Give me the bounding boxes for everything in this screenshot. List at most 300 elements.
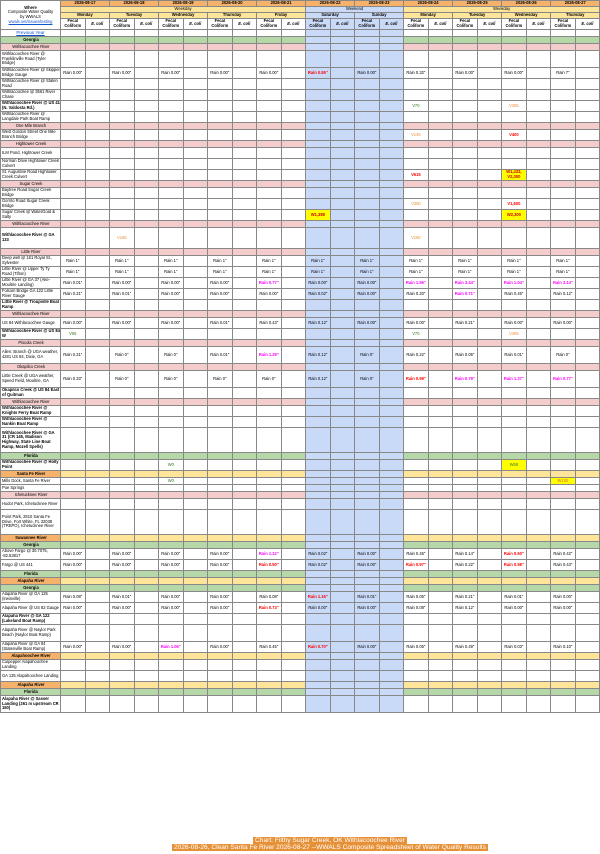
- rain-value: Rain 0.00": [355, 278, 380, 289]
- empty-cell: [575, 453, 600, 460]
- empty-cell: [575, 492, 600, 499]
- rain-value: Rain 0.08": [404, 603, 429, 614]
- empty-cell: [404, 51, 429, 68]
- location-label: GA 135 Alapahoochee Landing: [1, 671, 61, 682]
- empty-cell: [477, 660, 502, 671]
- empty-cell: [61, 471, 86, 478]
- table-row: [1, 249, 600, 256]
- empty-cell: [428, 249, 453, 256]
- empty-cell: [575, 542, 600, 549]
- empty-cell: [61, 417, 86, 428]
- empty-cell: [526, 329, 551, 340]
- rain-value: Rain 0.21": [453, 318, 478, 329]
- empty-cell: [110, 340, 135, 347]
- empty-cell: [453, 388, 478, 399]
- empty-cell: [477, 485, 502, 492]
- empty-cell: [404, 614, 429, 625]
- empty-cell: [208, 44, 233, 51]
- empty-cell: [183, 79, 208, 90]
- empty-cell: [183, 44, 208, 51]
- empty-cell: [526, 499, 551, 510]
- rain-value: Rain 0.00": [551, 318, 576, 329]
- empty-cell: [526, 614, 551, 625]
- empty-cell: [404, 510, 429, 535]
- empty-cell: [379, 44, 404, 51]
- table-row: [1, 510, 600, 535]
- table-row: [1, 112, 600, 123]
- empty-cell: [61, 453, 86, 460]
- empty-cell: [281, 159, 306, 170]
- empty-cell: [404, 249, 429, 256]
- empty-cell: [232, 159, 257, 170]
- empty-cell: [526, 492, 551, 499]
- empty-cell: [134, 289, 159, 300]
- empty-cell: [526, 159, 551, 170]
- empty-cell: [404, 90, 429, 101]
- empty-cell: [61, 571, 86, 578]
- empty-cell: [183, 585, 208, 592]
- rain-value: Rain 0.01": [61, 278, 86, 289]
- empty-cell: [61, 492, 86, 499]
- empty-cell: [232, 130, 257, 141]
- empty-cell: [61, 44, 86, 51]
- empty-cell: [379, 300, 404, 311]
- empty-cell: [85, 159, 110, 170]
- fecal-coliform-header: Fecal Coliform: [257, 19, 282, 30]
- empty-cell: [379, 249, 404, 256]
- empty-cell: [232, 485, 257, 492]
- empty-cell: [526, 300, 551, 311]
- rain-value: Rain 0.00": [110, 642, 135, 653]
- empty-cell: [208, 340, 233, 347]
- empty-cell: [183, 371, 208, 388]
- rain-value: Rain 1": [502, 256, 527, 267]
- empty-cell: [208, 406, 233, 417]
- empty-cell: [526, 653, 551, 660]
- empty-cell: [306, 510, 331, 535]
- empty-cell: [183, 141, 208, 148]
- empty-cell: [526, 460, 551, 471]
- empty-cell: [355, 660, 380, 671]
- empty-cell: [526, 199, 551, 210]
- empty-cell: [306, 228, 331, 249]
- empty-cell: [208, 30, 233, 37]
- empty-cell: [379, 267, 404, 278]
- empty-cell: [134, 130, 159, 141]
- empty-cell: [85, 37, 110, 44]
- empty-cell: [453, 542, 478, 549]
- rain-value: Rain 7": [551, 68, 576, 79]
- empty-cell: [355, 30, 380, 37]
- location-label: Gornto Road Sugar Creek Bridge: [1, 199, 61, 210]
- empty-cell: [355, 181, 380, 188]
- empty-cell: [134, 329, 159, 340]
- empty-cell: [85, 278, 110, 289]
- empty-cell: [110, 535, 135, 542]
- empty-cell: [453, 188, 478, 199]
- empty-cell: [355, 406, 380, 417]
- table-row: [1, 478, 600, 485]
- rain-value: Rain 0.00": [355, 642, 380, 653]
- empty-cell: [502, 625, 527, 642]
- rain-value: Rain 1": [208, 256, 233, 267]
- rain-value: Rain 1": [61, 267, 86, 278]
- empty-cell: [134, 696, 159, 713]
- location-label: Allen: Branch @ UGA weather, 4281 US 84, Dixie, GA: [1, 347, 61, 364]
- empty-cell: [575, 682, 600, 689]
- empty-cell: [134, 535, 159, 542]
- rain-value: Rain 0.60": [502, 549, 527, 560]
- empty-cell: [208, 101, 233, 112]
- empty-cell: [257, 300, 282, 311]
- empty-cell: [575, 300, 600, 311]
- location-label: Piscola Creek: [1, 340, 61, 347]
- rain-value: Rain 0.21": [453, 592, 478, 603]
- empty-cell: [330, 329, 355, 340]
- rain-value: Rain 1": [404, 267, 429, 278]
- empty-cell: [428, 79, 453, 90]
- table-row: [1, 460, 600, 471]
- empty-cell: [477, 388, 502, 399]
- location-label: Withlacoochee River @ US 41 (N. Valdosta Rd.): [2, 100, 60, 110]
- table-row: [1, 660, 600, 671]
- empty-cell: [306, 112, 331, 123]
- empty-cell: [477, 428, 502, 453]
- empty-cell: [183, 101, 208, 112]
- empty-cell: [551, 571, 576, 578]
- empty-cell: [281, 130, 306, 141]
- empty-cell: [85, 311, 110, 318]
- location-label: Withlacoochee River @ Franklinville Road (Tyler Bridge): [1, 51, 61, 68]
- testing-link[interactable]: wwals.net/issues/testing: [8, 18, 53, 24]
- location-label: Georgia: [1, 585, 61, 592]
- empty-cell: [355, 210, 380, 221]
- empty-cell: [379, 101, 404, 112]
- rain-value: Rain 0.00": [208, 68, 233, 79]
- empty-cell: [477, 625, 502, 642]
- empty-cell: [551, 79, 576, 90]
- empty-cell: [110, 37, 135, 44]
- empty-cell: [404, 578, 429, 585]
- empty-cell: [232, 653, 257, 660]
- empty-cell: [208, 112, 233, 123]
- empty-cell: [159, 37, 184, 44]
- empty-cell: [355, 428, 380, 453]
- empty-cell: [502, 660, 527, 671]
- bacteria-value: V300: [404, 199, 429, 210]
- empty-cell: [551, 329, 576, 340]
- empty-cell: [183, 228, 208, 249]
- empty-cell: [306, 485, 331, 492]
- empty-cell: [110, 123, 135, 130]
- empty-cell: [159, 471, 184, 478]
- empty-cell: [134, 689, 159, 696]
- empty-cell: [477, 671, 502, 682]
- table-row: [1, 388, 600, 399]
- empty-cell: [281, 37, 306, 44]
- empty-cell: [502, 123, 527, 130]
- empty-cell: [477, 210, 502, 221]
- empty-cell: [232, 112, 257, 123]
- rain-value: Rain 0.97": [404, 560, 429, 571]
- empty-cell: [232, 170, 257, 181]
- empty-cell: [134, 428, 159, 453]
- empty-cell: [379, 340, 404, 347]
- empty-cell: [134, 592, 159, 603]
- rain-value: Rain 0.00": [208, 603, 233, 614]
- rain-value: Rain 0.00": [110, 68, 135, 79]
- empty-cell: [134, 560, 159, 571]
- empty-cell: [183, 560, 208, 571]
- e-coli-header: E. coli: [379, 19, 404, 30]
- empty-cell: [257, 535, 282, 542]
- empty-cell: [551, 130, 576, 141]
- empty-cell: [551, 210, 576, 221]
- empty-cell: [183, 399, 208, 406]
- empty-cell: [159, 671, 184, 682]
- empty-cell: [477, 614, 502, 625]
- empty-cell: [575, 188, 600, 199]
- empty-cell: [428, 614, 453, 625]
- empty-cell: [477, 278, 502, 289]
- empty-cell: [232, 560, 257, 571]
- empty-cell: [110, 221, 135, 228]
- empty-cell: [110, 51, 135, 68]
- empty-cell: [428, 682, 453, 689]
- empty-cell: [61, 210, 86, 221]
- empty-cell: [110, 417, 135, 428]
- empty-cell: [330, 199, 355, 210]
- empty-cell: [355, 112, 380, 123]
- empty-cell: [330, 123, 355, 130]
- empty-cell: [281, 267, 306, 278]
- empty-cell: [306, 671, 331, 682]
- empty-cell: [183, 578, 208, 585]
- rain-value: Rain 3.14": [551, 278, 576, 289]
- rain-value: Rain 0.00": [208, 549, 233, 560]
- empty-cell: [330, 642, 355, 653]
- empty-cell: [428, 460, 453, 471]
- fecal-coliform-header: Fecal Coliform: [110, 19, 135, 30]
- table-row: [1, 682, 600, 689]
- previous-year-link[interactable]: Previous Year: [16, 29, 45, 35]
- empty-cell: [379, 311, 404, 318]
- empty-cell: [208, 689, 233, 696]
- rain-value: Rain 0.00": [257, 289, 282, 300]
- empty-cell: [85, 141, 110, 148]
- empty-cell: [232, 603, 257, 614]
- empty-cell: [355, 614, 380, 625]
- empty-cell: [428, 642, 453, 653]
- table-row: [1, 592, 600, 603]
- empty-cell: [526, 289, 551, 300]
- empty-cell: [330, 625, 355, 642]
- empty-cell: [281, 571, 306, 578]
- empty-cell: [61, 671, 86, 682]
- rain-value: Rain 1": [551, 256, 576, 267]
- empty-cell: [551, 682, 576, 689]
- empty-cell: [208, 170, 233, 181]
- empty-cell: [134, 199, 159, 210]
- location-label: Sugar Creek @ WaterGoat & Salty: [1, 210, 61, 221]
- table-row: [1, 560, 600, 571]
- table-row: [1, 571, 600, 578]
- empty-cell: [477, 478, 502, 485]
- location-label: Little River @ Upper Ty Ty Road (Tifton): [1, 267, 61, 278]
- rain-value: Rain 1": [355, 256, 380, 267]
- empty-cell: [330, 689, 355, 696]
- rain-value: Rain 0.03": [502, 642, 527, 653]
- empty-cell: [257, 542, 282, 549]
- empty-cell: [379, 585, 404, 592]
- empty-cell: [110, 30, 135, 37]
- empty-cell: [428, 485, 453, 492]
- empty-cell: [134, 170, 159, 181]
- empty-cell: [134, 571, 159, 578]
- empty-cell: [379, 417, 404, 428]
- empty-cell: [404, 571, 429, 578]
- empty-cell: [134, 625, 159, 642]
- empty-cell: [477, 689, 502, 696]
- empty-cell: [257, 453, 282, 460]
- empty-cell: [183, 289, 208, 300]
- empty-cell: [159, 51, 184, 68]
- empty-cell: [183, 542, 208, 549]
- empty-cell: [404, 221, 429, 228]
- empty-cell: [183, 311, 208, 318]
- empty-cell: [502, 417, 527, 428]
- rain-value: Rain 0.00": [159, 68, 184, 79]
- empty-cell: [355, 170, 380, 181]
- empty-cell: [134, 79, 159, 90]
- empty-cell: [453, 340, 478, 347]
- empty-cell: [379, 221, 404, 228]
- empty-cell: [477, 199, 502, 210]
- empty-cell: [477, 329, 502, 340]
- empty-cell: [379, 485, 404, 492]
- empty-cell: [306, 199, 331, 210]
- empty-cell: [85, 130, 110, 141]
- empty-cell: [575, 399, 600, 406]
- empty-cell: [355, 478, 380, 485]
- empty-cell: [428, 492, 453, 499]
- empty-cell: [85, 485, 110, 492]
- empty-cell: [428, 696, 453, 713]
- empty-cell: [306, 696, 331, 713]
- empty-cell: [477, 318, 502, 329]
- empty-cell: [453, 478, 478, 485]
- caption-line-2: 2026-08-26, Clean Santa Fe River 2026-08-27 --WWALS Composite Spreadsheet of Water Quality Results: [173, 844, 487, 852]
- empty-cell: [110, 44, 135, 51]
- empty-cell: [257, 329, 282, 340]
- empty-cell: [502, 221, 527, 228]
- date-header: 2026-08-23: [355, 1, 404, 7]
- empty-cell: [355, 625, 380, 642]
- empty-cell: [159, 499, 184, 510]
- bacteria-value: W2,300: [502, 210, 527, 221]
- fecal-coliform-header: Fecal Coliform: [453, 19, 478, 30]
- empty-cell: [159, 221, 184, 228]
- empty-cell: [61, 388, 86, 399]
- empty-cell: [477, 51, 502, 68]
- empty-cell: [526, 535, 551, 542]
- rain-value: Rain 1": [159, 267, 184, 278]
- empty-cell: [306, 364, 331, 371]
- empty-cell: [575, 267, 600, 278]
- empty-cell: [232, 311, 257, 318]
- empty-cell: [526, 37, 551, 44]
- empty-cell: [575, 535, 600, 542]
- empty-cell: [575, 159, 600, 170]
- empty-cell: [330, 148, 355, 159]
- table-row: [1, 603, 600, 614]
- empty-cell: [110, 653, 135, 660]
- rain-value: Rain 0.00": [61, 603, 86, 614]
- empty-cell: [404, 625, 429, 642]
- empty-cell: [551, 428, 576, 453]
- empty-cell: [355, 471, 380, 478]
- empty-cell: [208, 485, 233, 492]
- empty-cell: [379, 428, 404, 453]
- empty-cell: [453, 510, 478, 535]
- empty-cell: [453, 571, 478, 578]
- rain-value: Rain 1": [110, 256, 135, 267]
- empty-cell: [232, 228, 257, 249]
- empty-cell: [477, 499, 502, 510]
- empty-cell: [306, 181, 331, 188]
- empty-cell: [85, 578, 110, 585]
- empty-cell: [257, 578, 282, 585]
- empty-cell: [306, 625, 331, 642]
- empty-cell: [404, 689, 429, 696]
- date-header: 2026-08-20: [208, 1, 257, 7]
- empty-cell: [428, 159, 453, 170]
- empty-cell: [159, 188, 184, 199]
- empty-cell: [575, 130, 600, 141]
- location-label: Poe Springs: [1, 485, 61, 492]
- table-row: [1, 199, 600, 210]
- empty-cell: [232, 181, 257, 188]
- empty-cell: [330, 499, 355, 510]
- empty-cell: [306, 51, 331, 68]
- empty-cell: [110, 141, 135, 148]
- e-coli-header: E. coli: [526, 19, 551, 30]
- empty-cell: [183, 549, 208, 560]
- day-header: Friday: [257, 13, 306, 19]
- empty-cell: [257, 653, 282, 660]
- rain-value: Rain 0.58": [502, 560, 527, 571]
- empty-cell: [232, 371, 257, 388]
- rain-value: Rain 1": [551, 267, 576, 278]
- empty-cell: [208, 51, 233, 68]
- empty-cell: [575, 460, 600, 471]
- empty-cell: [208, 653, 233, 660]
- rain-value: Rain 0.00": [208, 592, 233, 603]
- empty-cell: [281, 453, 306, 460]
- empty-cell: [306, 571, 331, 578]
- empty-cell: [208, 571, 233, 578]
- empty-cell: [453, 671, 478, 682]
- empty-cell: [428, 90, 453, 101]
- empty-cell: [208, 625, 233, 642]
- empty-cell: [208, 329, 233, 340]
- empty-cell: [526, 170, 551, 181]
- empty-cell: [404, 300, 429, 311]
- empty-cell: [404, 653, 429, 660]
- empty-cell: [306, 585, 331, 592]
- empty-cell: [502, 181, 527, 188]
- empty-cell: [281, 340, 306, 347]
